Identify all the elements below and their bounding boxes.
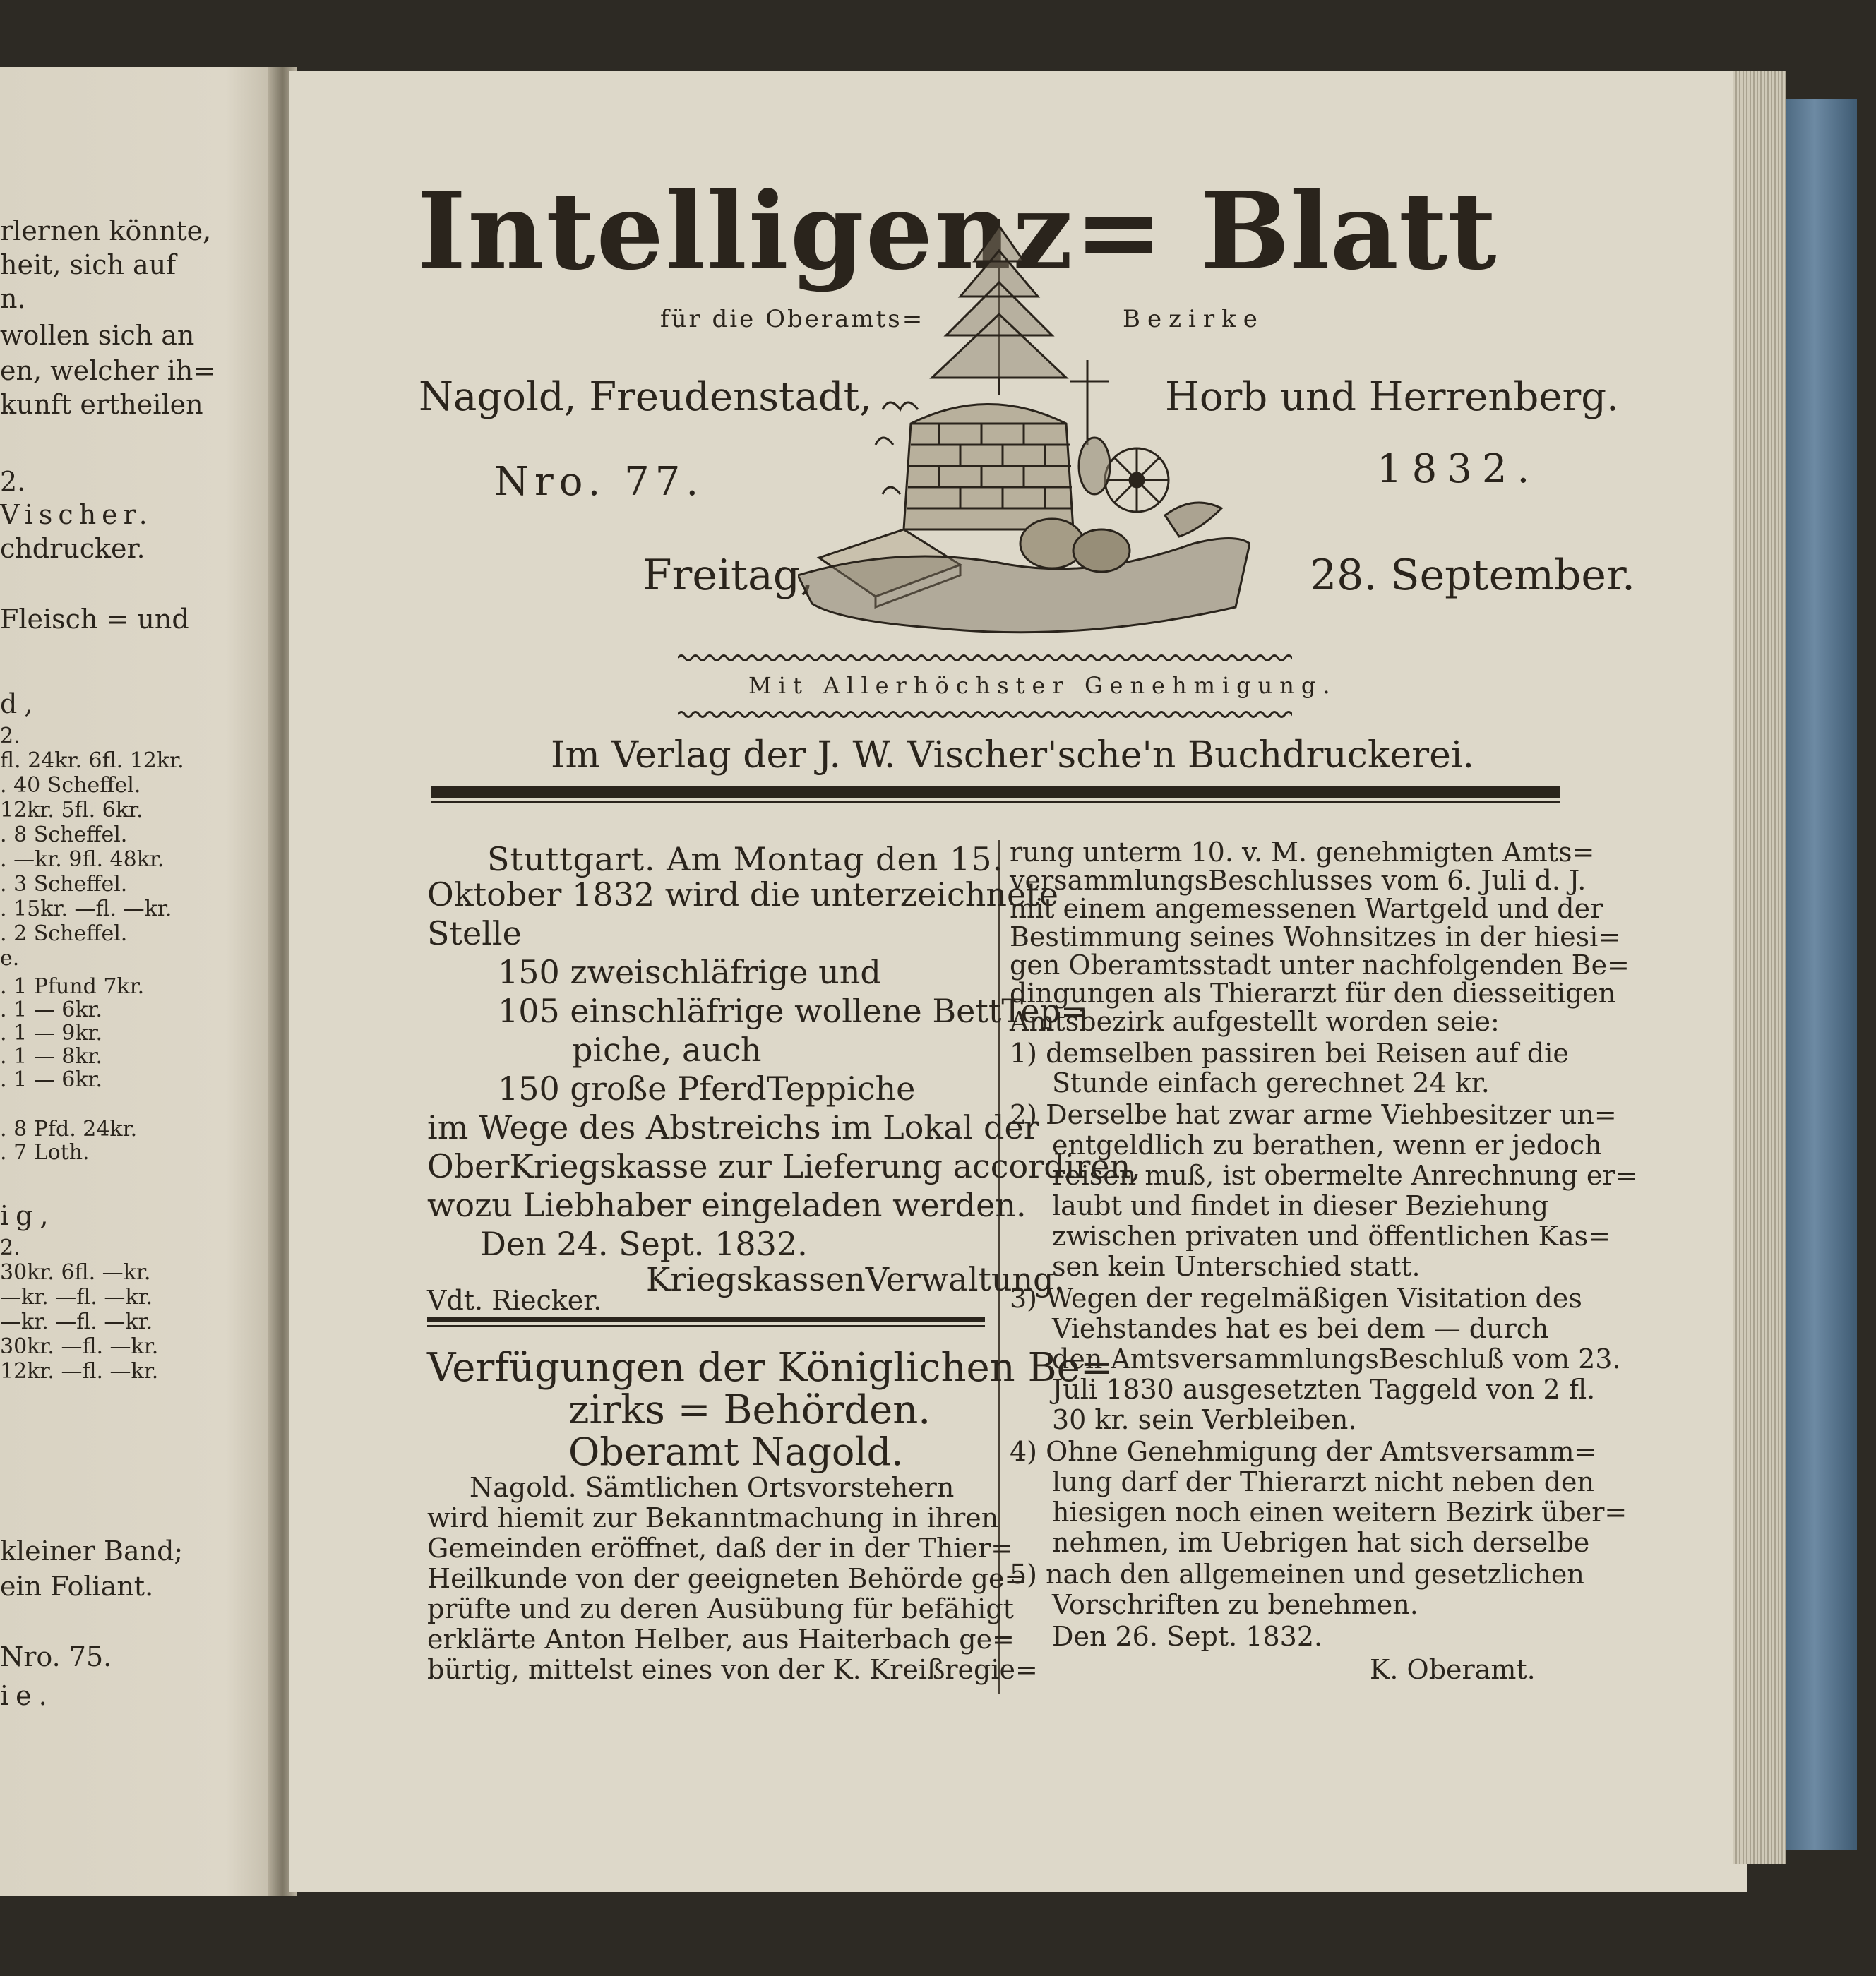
left-page-line: chdrucker. <box>0 533 145 564</box>
left-page-line: kunft ertheilen <box>0 389 203 420</box>
left-page-line: Vischer. <box>0 499 153 530</box>
article-line: Vorschriften zu benehmen. <box>1052 1589 1418 1620</box>
privilege-line: Mit Allerhöchster Genehmigung. <box>748 672 1337 699</box>
left-page-line: . 1 — 6kr. <box>0 1067 103 1092</box>
article-line: Stunde einfach gerechnet 24 kr. <box>1052 1067 1490 1098</box>
left-page-line: . 15kr. —fl. —kr. <box>0 897 172 921</box>
article-line: 105 einschläfrige wollene BettTep= <box>498 992 1088 1030</box>
article-line: hiesigen noch einen weitern Bezirk über= <box>1052 1497 1627 1528</box>
left-page-line: 30kr. —fl. —kr. <box>0 1334 159 1359</box>
issue-weekday: Freitag, <box>643 551 814 600</box>
article-line: Juli 1830 ausgesetzten Taggeld von 2 fl. <box>1052 1374 1596 1405</box>
left-page-line: 12kr. —fl. —kr. <box>0 1359 159 1384</box>
article-line: sen kein Unterschied statt. <box>1052 1251 1421 1282</box>
article-line: Oktober 1832 wird die unterzeichnete <box>427 875 1058 914</box>
masthead-subtitle-right: Bezirke <box>1123 305 1265 333</box>
article-line: nehmen, im Uebrigen hat sich derselbe <box>1052 1527 1590 1558</box>
article-line: 2) Derselbe hat zwar arme Viehbesitzer un= <box>1010 1099 1617 1130</box>
left-page-line: e. <box>0 946 20 971</box>
left-page-line: n. <box>0 283 26 314</box>
article-line: im Wege des Abstreichs im Lokal der <box>427 1108 1039 1146</box>
issue-number: Nro. 77. <box>494 459 705 505</box>
issue-date: 28. September. <box>1310 551 1636 600</box>
article-line: Heilkunde von der geeigneten Behörde ge= <box>427 1563 1027 1594</box>
masthead-title-right: Blatt <box>1200 169 1497 294</box>
wavy-rule-top <box>678 653 1292 663</box>
section-heading: zirks = Behörden. <box>568 1387 931 1433</box>
left-page-line: . 1 Pfund 7kr. <box>0 974 145 999</box>
left-page-line: ie. <box>0 1680 54 1711</box>
article-line: 30 kr. sein Verbleiben. <box>1052 1404 1357 1435</box>
publisher-line: Im Verlag der J. W. Vischer'sche'n Buchdruckerei. <box>551 734 1474 777</box>
left-page-line: fl. 24kr. 6fl. 12kr. <box>0 748 184 773</box>
book-cover <box>1786 99 1857 1850</box>
masthead-subtitle-left: für die Oberamts= <box>660 305 925 333</box>
masthead-places-right: Horb und Herrenberg. <box>1165 374 1619 420</box>
page-edges <box>1733 71 1786 1864</box>
article-line: den AmtsversammlungsBeschluß vom 23. <box>1052 1343 1621 1375</box>
left-page-line: . 8 Scheffel. <box>0 822 128 847</box>
left-page-line: 2. <box>0 466 26 497</box>
left-page-line: . 1 — 6kr. <box>0 998 103 1022</box>
left-page-line: Fleisch = und <box>0 604 189 635</box>
left-page-line: . 1 — 9kr. <box>0 1021 103 1046</box>
left-page-line: . 7 Loth. <box>0 1140 90 1165</box>
article-line: laubt und findet in dieser Beziehung <box>1052 1190 1549 1221</box>
article-line: Bestimmung seines Wohnsitzes in der hiesi= <box>1010 921 1621 952</box>
article-signature: K. Oberamt. <box>1370 1654 1536 1685</box>
left-page-line: Nro. 75. <box>0 1641 112 1672</box>
article-line: 150 große PferdTeppiche <box>498 1070 916 1108</box>
left-page-line: . 1 — 8kr. <box>0 1044 103 1069</box>
left-page-line: 2. <box>0 1235 20 1260</box>
section-heading: Verfügungen der Königlichen Be= <box>427 1345 1113 1391</box>
left-page-line: kleiner Band; <box>0 1535 184 1567</box>
left-page-line: . 3 Scheffel. <box>0 872 128 897</box>
article-line: entgeldlich zu berathen, wenn er jedoch <box>1052 1130 1602 1161</box>
masthead-heavy-rule <box>431 786 1560 798</box>
article-line: Amtsbezirk aufgestellt worden seie: <box>1010 1006 1500 1037</box>
left-page-line: . —kr. 9fl. 48kr. <box>0 847 165 872</box>
left-page-line: heit, sich auf <box>0 249 177 280</box>
vignette-illustration <box>798 212 1250 642</box>
left-page-line: wollen sich an <box>0 320 195 351</box>
article-line: Gemeinden eröffnet, daß der in der Thier= <box>427 1533 1014 1564</box>
article-signature: KriegskassenVerwaltung. <box>646 1260 1065 1298</box>
left-page-line: d, <box>0 688 40 719</box>
left-page-line: . 8 Pfd. 24kr. <box>0 1117 138 1142</box>
article-line: versammlungsBeschlusses vom 6. Juli d. J. <box>1010 865 1587 896</box>
article-line: wird hiemit zur Bekanntmachung in ihren <box>427 1502 999 1533</box>
article-line: 150 zweischläfrige und <box>498 953 881 991</box>
left-page-line: 12kr. 5fl. 6kr. <box>0 798 143 822</box>
article-line: 4) Ohne Genehmigung der Amtsversamm= <box>1010 1436 1597 1467</box>
article-line: rung unterm 10. v. M. genehmigten Amts= <box>1010 837 1595 868</box>
left-page-line: . 2 Scheffel. <box>0 921 128 946</box>
left-page-line: rlernen könnte, <box>0 215 212 246</box>
article-line: bürtig, mittelst eines von der K. Kreißregie= <box>427 1654 1038 1685</box>
masthead-title-left: Intelligenz= <box>417 169 1165 294</box>
article-line: lung darf der Thierarzt nicht neben den <box>1052 1466 1595 1497</box>
left-page-line: 2. <box>0 724 20 748</box>
article-line: prüfte und zu deren Ausübung für befähigt <box>427 1593 1014 1624</box>
article-line: Stuttgart. Am Montag den 15. <box>487 840 1004 878</box>
article-line: Den 26. Sept. 1832. <box>1052 1621 1323 1652</box>
article-line: Nagold. Sämtlichen Ortsvorstehern <box>470 1472 955 1503</box>
article-line: piche, auch <box>572 1031 762 1069</box>
article-line: zwischen privaten und öffentlichen Kas= <box>1052 1221 1611 1252</box>
article-line: mit einem angemessenen Wartgeld und der <box>1010 893 1603 924</box>
article-line: 1) demselben passiren bei Reisen auf die <box>1010 1038 1569 1069</box>
section-rule <box>427 1317 985 1322</box>
left-page-line: —kr. —fl. —kr. <box>0 1310 153 1334</box>
article-line: gen Oberamtsstadt unter nachfolgenden Be= <box>1010 950 1630 981</box>
issue-year: 1832. <box>1377 446 1540 492</box>
article-signature: Vdt. Riecker. <box>427 1285 602 1316</box>
left-page <box>0 67 282 1896</box>
left-page-line: en, welcher ih= <box>0 355 216 386</box>
wavy-rule-bottom <box>678 709 1292 719</box>
article-line: Viehstandes hat es bei dem — durch <box>1052 1313 1549 1344</box>
left-page-line: . 40 Scheffel. <box>0 773 141 798</box>
masthead-places-left: Nagold, Freudenstadt, <box>419 374 872 420</box>
left-page-line: ig, <box>0 1200 56 1231</box>
article-line: reisen muß, ist obermelte Anrechnung er= <box>1052 1160 1638 1191</box>
left-page-line: 30kr. 6fl. —kr. <box>0 1260 151 1285</box>
article-line: Stelle <box>427 914 522 952</box>
article-line: OberKriegskasse zur Lieferung accordiren, <box>427 1147 1141 1185</box>
left-page-line: —kr. —fl. —kr. <box>0 1285 153 1310</box>
article-line: wozu Liebhaber eingeladen werden. <box>427 1186 1027 1224</box>
article-line: 3) Wegen der regelmäßigen Visitation des <box>1010 1283 1582 1314</box>
article-line: 5) nach den allgemeinen und gesetzlichen <box>1010 1559 1584 1590</box>
article-line: Den 24. Sept. 1832. <box>480 1225 808 1263</box>
article-line: erklärte Anton Helber, aus Haiterbach ge= <box>427 1624 1015 1655</box>
section-subheading: Oberamt Nagold. <box>568 1430 904 1474</box>
article-line: dingungen als Thierarzt für den diesseitigen <box>1010 978 1616 1009</box>
left-page-line: ein Foliant. <box>0 1571 154 1602</box>
